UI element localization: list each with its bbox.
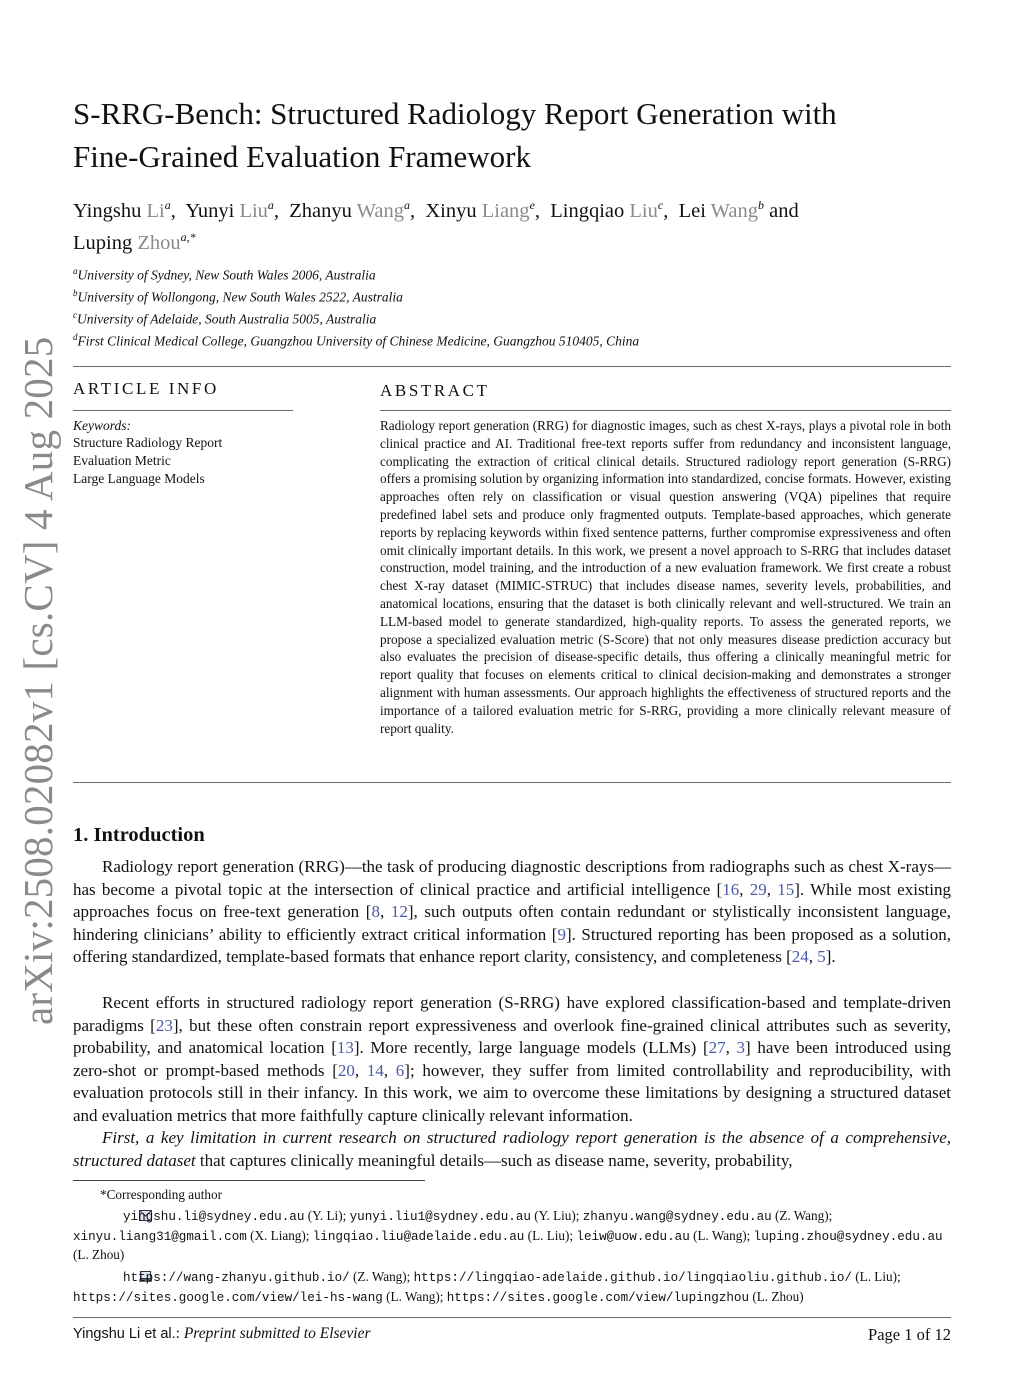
footer-running-head: Yingshu Li et al.: Preprint submitted to Elsevier	[73, 1325, 371, 1342]
footnote-corresponding: *Corresponding author	[100, 1187, 222, 1202]
footnote-rule	[73, 1180, 425, 1181]
citation-link[interactable]: 5	[817, 947, 826, 967]
email-link[interactable]: zhanyu.wang@sydney.edu.au	[582, 1209, 772, 1224]
affiliation-c: $^c$University of Adelaide, South Australia 5005, Australia	[73, 310, 377, 327]
citation-link[interactable]: 14	[366, 1060, 384, 1080]
email-link[interactable]: leiw@uow.edu.au	[576, 1229, 690, 1244]
author-line-2	[73, 224, 953, 256]
email-link[interactable]: xinyu.liang31@gmail.com	[73, 1229, 247, 1244]
citation-link[interactable]: 3	[736, 1038, 746, 1058]
paper-title	[73, 92, 953, 178]
author-name: Lingqiao Liu$^c$,	[550, 198, 669, 222]
author-name: Xinyu Liang$^e$,	[425, 198, 541, 222]
section-heading-introduction: 1. Introduction	[73, 824, 205, 846]
author-list	[73, 192, 953, 256]
article-info-rule	[73, 410, 293, 411]
header-rule	[73, 366, 951, 367]
citation-link[interactable]: 9	[557, 924, 566, 944]
citation-link[interactable]: 8	[371, 902, 380, 922]
url-link[interactable]: https://wang-zhanyu.github.io/	[123, 1271, 350, 1286]
title-line-1: S-RRG-Bench: Structured Radiology Report Generation with	[73, 96, 837, 131]
intro-paragraph-1: Radiology report generation (RRG)—the task of producing diagnostic descriptions from radiographs such as chest X-rays—has become a pivotal topic at the intersection of clinical practice and artificial intelligence [16, 29, 15]. While most existing approaches focus on free-text generation [8, 12], such outputs often contain redundant or stylistically inconsistent language, hindering clinicians’ ability to efficiently extract critical information [9]. Structured reporting has been proposed as a solution, offering standardized, template-based formats that enhance report clarity, consistency, and completeness [24, 5].	[73, 857, 952, 967]
url-link[interactable]: https://lingqiao-adelaide.github.io/lingqiaoliu.github.io/	[413, 1271, 852, 1286]
citation-link[interactable]: 16	[722, 879, 740, 899]
keyword-item: Large Language Models	[73, 471, 205, 486]
affiliation-b: $^b$University of Wollongong, New South Wales 2522, Australia	[73, 288, 403, 305]
email-link[interactable]: yingshu.li@sydney.edu.au	[123, 1209, 305, 1224]
title-line-2: Fine-Grained Evaluation Framework	[73, 139, 531, 174]
author-name: Yingshu Li$^a$,	[73, 198, 176, 222]
abstract-heading: ABSTRACT	[380, 381, 490, 400]
citation-link[interactable]: 13	[336, 1038, 354, 1058]
url-link[interactable]: https://sites.google.com/view/lei-hs-wang	[73, 1290, 383, 1305]
footer-rule	[73, 1317, 951, 1318]
abstract-rule	[380, 410, 951, 411]
citation-link[interactable]: 24	[791, 947, 809, 967]
email-link[interactable]: yunyi.liu1@sydney.edu.au	[349, 1209, 531, 1224]
affiliation-d: $^d$First Clinical Medical College, Guangzhou University of Chinese Medicine, Guangzhou 510405, China	[73, 332, 640, 349]
keyword-item: Structure Radiology Report	[73, 435, 223, 450]
author-name: Yunyi Liu$^a$,	[185, 198, 280, 222]
article-info-heading: ARTICLE INFO	[73, 379, 219, 398]
author-line-1	[73, 192, 953, 224]
citation-link[interactable]: 20	[337, 1060, 355, 1080]
intro-paragraph-3: First, a key limitation in current research on structured radiology report generation is the absence of a comprehensive, structured dataset that captures clinically meaningful details—such as disease name, severity, probability,	[73, 1128, 951, 1170]
abstract-end-rule	[73, 782, 951, 783]
intro-paragraph-2: Recent efforts in structured radiology report generation (S-RRG) have explored classification-based and template-driven paradigms [23], but these often constrain report expressiveness and overlook fine-grained clinical attributes such as severity, probability, and anatomical location [13]. More recently, large language models (LLMs) [27, 3] have been introduced using zero-shot or prompt-based methods [20, 14, 6]; however, they suffer from limited controllability and reproducibility, with evaluation protocols still in their infancy. In this work, we aim to overcome these limitations by designing a structured dataset and evaluation metrics that more faithfully capture clinically relevant information.	[73, 993, 952, 1125]
arxiv-stamp: arXiv:2508.02082v1 [cs.CV] 4 Aug 2025	[15, 336, 61, 1025]
keyword-item: Evaluation Metric	[73, 453, 171, 468]
citation-link[interactable]: 12	[390, 902, 408, 922]
author-name: Luping Zhou$^{a,*}$	[73, 229, 196, 254]
citation-link[interactable]: 27	[708, 1038, 726, 1058]
footnote-emails: yingshu.li@sydney.edu.au (Y. Li); yunyi.liu1@sydney.edu.au (Y. Liu); zhanyu.wang@sydney.edu.au (Z. Wang); xinyu.liang31@gmail.com (X. Liang); lingqiao.liu@adelaide.edu.au (L. Liu); leiw@uow.edu.au (L. Wang); luping.zhou@sydney.edu.au (L. Zhou)	[73, 1207, 943, 1263]
author-name: Zhanyu Wang$^a$,	[289, 198, 416, 222]
keywords-label: Keywords:	[73, 418, 131, 433]
url-link[interactable]: https://sites.google.com/view/lupingzhou	[446, 1290, 750, 1305]
citation-link[interactable]: 29	[749, 879, 767, 899]
page-number: Page 1 of 12	[868, 1325, 951, 1344]
citation-link[interactable]: 15	[777, 879, 795, 899]
footnotes	[73, 1186, 951, 1308]
authors-and: and	[769, 199, 799, 222]
web-link-icon	[106, 1269, 119, 1280]
citation-link[interactable]: 23	[155, 1015, 173, 1035]
affiliation-a: $^a$University of Sydney, New South Wales 2006, Australia	[73, 266, 376, 283]
email-link[interactable]: lingqiao.liu@adelaide.edu.au	[312, 1229, 525, 1244]
abstract-body: Radiology report generation (RRG) for diagnostic images, such as chest X-rays, plays a pivotal role in both clinical practice and AI. Traditional free-text reports suffer from redundancy and inconsistent language, complicating the extraction of critical clinical details. Structured radiology report generation (S-RRG) offers a promising solution by organizing information into standardized, concise formats. However, existing approaches often rely on classification or visual question answering (VQA) pipelines that require predefined label sets and produce only fragmented outputs. Template-based approaches, which generate reports by replacing keywords within fixed sentence patterns, further compromise expressiveness and often omit clinically important details. In this work, we present a novel approach to S-RRG that includes dataset construction, model training, and the introduction of a new evaluation framework. We first create a robust chest X-ray dataset (MIMIC-STRUC) that includes disease names, severity levels, probabilities, and anatomical locations, ensuring that the dataset is both clinically relevant and well-structured. We train an LLM-based model to generate standardized, high-quality reports. To assess the generated reports, we propose a specialized evaluation metric (S-Score) that not only measures disease prediction accuracy but also evaluates the precision of disease-specific details, thus offering a clinically meaningful metric for report quality that focuses on elements critical to clinical decision-making and demonstrates a stronger alignment with human assessments. Our approach highlights the effectiveness of structured reports and the importance of a tailored evaluation metric for S-RRG, providing a more clinically relevant measure of report quality.	[380, 418, 951, 736]
author-name: Lei Wang$^b$	[678, 198, 764, 222]
email-link[interactable]: luping.zhou@sydney.edu.au	[753, 1229, 943, 1244]
citation-link[interactable]: 6	[395, 1060, 405, 1080]
email-icon	[106, 1208, 119, 1219]
footnote-urls: https://wang-zhanyu.github.io/ (Z. Wang); https://lingqiao-adelaide.github.io/lingqiaoliu.github.io/ (L. Liu); https://sites.google.com/view/lei-hs-wang (L. Wang); https://sites.google.com/view/lupingzhou (L. Zhou)	[73, 1269, 901, 1305]
